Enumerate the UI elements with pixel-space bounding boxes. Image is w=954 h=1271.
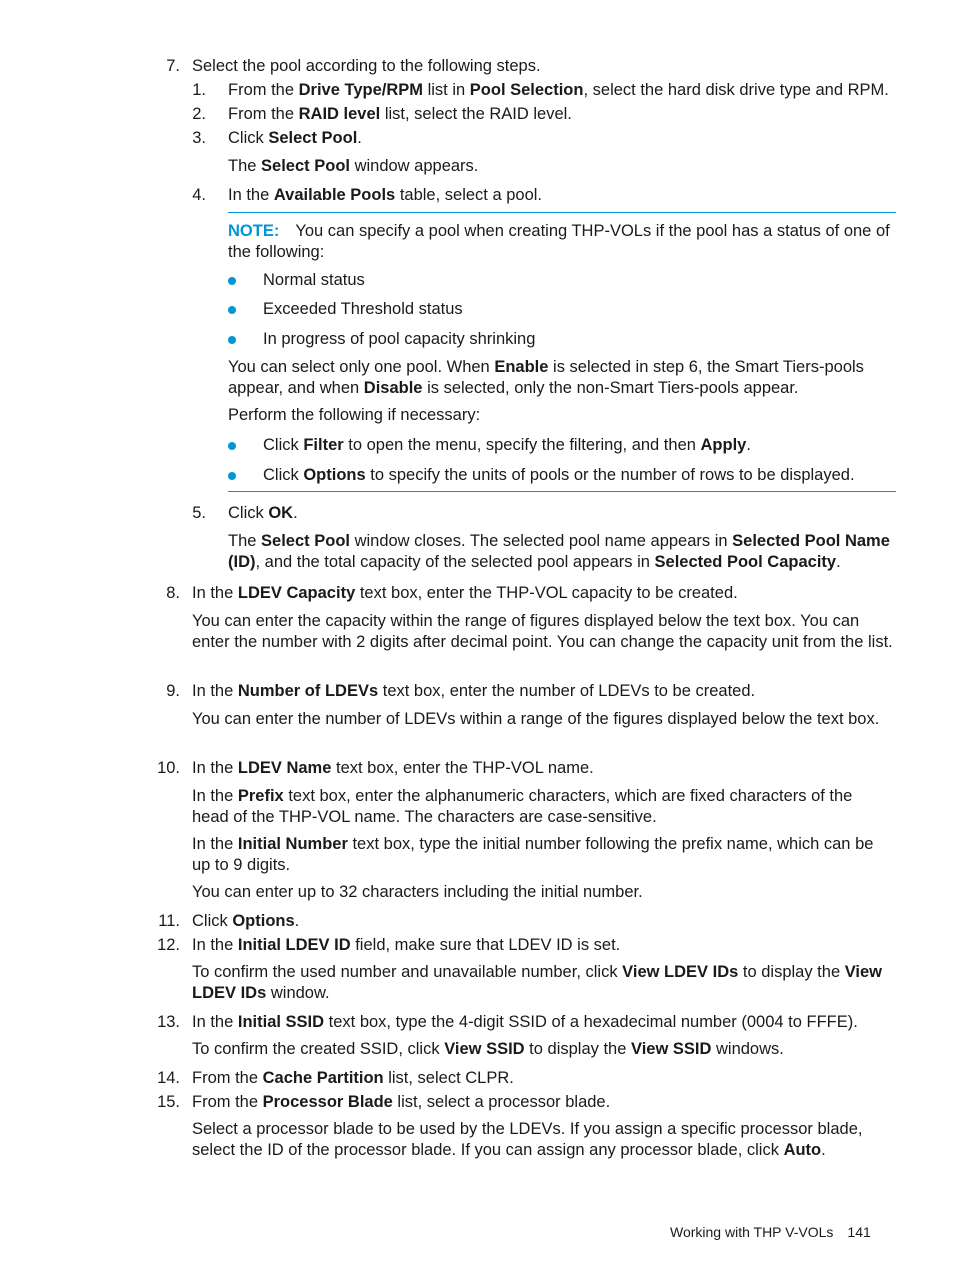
bullet-dot-icon bbox=[228, 277, 236, 285]
substep-number: 4. bbox=[192, 186, 206, 204]
bullet-dot-icon bbox=[228, 472, 236, 480]
step-number: 9. bbox=[166, 682, 180, 700]
note-text: NOTE: You can specify a pool when creating THP-VOLs if the pool has a status of one of the following: bbox=[228, 222, 890, 261]
step-number: 13. bbox=[157, 1013, 180, 1031]
step-12-detail: To confirm the used number and unavailable number, click View LDEV IDs to display the View LDEV IDs window. bbox=[192, 963, 883, 1002]
step-number: 10. bbox=[157, 759, 180, 777]
step-number: 7. bbox=[166, 57, 180, 75]
step-14-text: From the Cache Partition list, select CLPR. bbox=[192, 1069, 514, 1087]
step-10-detail: In the Prefix text box, enter the alphanumeric characters, which are fixed characters of the head of the THP-VOL name. The characters are case-sensitive. bbox=[192, 787, 853, 826]
note-top-rule bbox=[228, 212, 896, 213]
step-number: 11. bbox=[158, 912, 180, 930]
step-number: 14. bbox=[157, 1069, 180, 1087]
footer-title: Working with THP V-VOLs bbox=[670, 1224, 834, 1240]
step-15-text: From the Processor Blade list, select a processor blade. bbox=[192, 1093, 611, 1111]
step-10-detail: In the Initial Number text box, type the initial number following the prefix name, which can be up to 9 digits. bbox=[192, 835, 874, 874]
note-bullet: Click Options to specify the units of pools or the number of rows to be displayed. bbox=[263, 466, 855, 484]
step-number: 15. bbox=[157, 1093, 180, 1111]
step-13-detail: To confirm the created SSID, click View SSID to display the View SSID windows. bbox=[192, 1040, 784, 1058]
substep-3-text: Click Select Pool. bbox=[228, 129, 362, 147]
step-12-text: In the Initial LDEV ID field, make sure that LDEV ID is set. bbox=[192, 936, 621, 954]
note-label: NOTE: bbox=[228, 222, 280, 240]
substep-number: 5. bbox=[192, 504, 206, 522]
bullet-dot-icon bbox=[228, 306, 236, 314]
substep-3-result: The Select Pool window appears. bbox=[228, 157, 479, 175]
step-10-text: In the LDEV Name text box, enter the THP-VOL name. bbox=[192, 759, 594, 777]
page-footer bbox=[670, 1222, 871, 1243]
step-8-detail: You can enter the capacity within the range of figures displayed below the text box. You can enter the number with 2 digits after decimal point. You can change the capacity unit from the list. bbox=[192, 612, 893, 651]
note-bottom-rule bbox=[228, 491, 896, 492]
step-9-text: In the Number of LDEVs text box, enter the number of LDEVs to be created. bbox=[192, 682, 756, 700]
page-number: 141 bbox=[847, 1224, 871, 1240]
substep-number: 2. bbox=[192, 105, 206, 123]
step-7-text: Select the pool according to the following steps. bbox=[192, 57, 541, 75]
substep-4-text: In the Available Pools table, select a pool. bbox=[228, 186, 542, 204]
bullet-dot-icon bbox=[228, 336, 236, 344]
note-bullet: Click Filter to open the menu, specify the filtering, and then Apply. bbox=[263, 436, 751, 454]
note-bullet: Exceeded Threshold status bbox=[263, 300, 463, 318]
step-8-text: In the LDEV Capacity text box, enter the THP-VOL capacity to be created. bbox=[192, 584, 738, 602]
step-10-detail: You can enter up to 32 characters including the initial number. bbox=[192, 883, 643, 901]
step-number: 8. bbox=[166, 584, 180, 602]
step-13-text: In the Initial SSID text box, type the 4-digit SSID of a hexadecimal number (0004 to FFFE). bbox=[192, 1013, 858, 1031]
substep-5-text: Click OK. bbox=[228, 504, 298, 522]
step-number: 12. bbox=[157, 936, 180, 954]
note-bullet: In progress of pool capacity shrinking bbox=[263, 330, 536, 348]
note-paragraph: Perform the following if necessary: bbox=[228, 406, 481, 424]
note-paragraph: You can select only one pool. When Enable is selected in step 6, the Smart Tiers-pools appear, and when Disable is selected, only the non-Smart Tiers-pools appear. bbox=[228, 358, 864, 397]
substep-2-text: From the RAID level list, select the RAID level. bbox=[228, 105, 572, 123]
step-9-detail: You can enter the number of LDEVs within a range of the figures displayed below the text box. bbox=[192, 710, 880, 728]
substep-1-text: From the Drive Type/RPM list in Pool Selection, select the hard disk drive type and RPM. bbox=[228, 81, 889, 99]
step-11-text: Click Options. bbox=[192, 912, 300, 930]
substep-5-result: The Select Pool window closes. The selected pool name appears in Selected Pool Name (ID), and the total capacity of the selected pool appears in Selected Pool Capacity. bbox=[228, 532, 890, 571]
step-15-detail: Select a processor blade to be used by the LDEVs. If you assign a specific processor blade, select the ID of the processor blade. If you can assign any processor blade, click Auto. bbox=[192, 1120, 863, 1159]
substep-number: 3. bbox=[192, 129, 206, 147]
bullet-dot-icon bbox=[228, 442, 236, 450]
substep-number: 1. bbox=[192, 81, 206, 99]
note-bullet: Normal status bbox=[263, 271, 365, 289]
